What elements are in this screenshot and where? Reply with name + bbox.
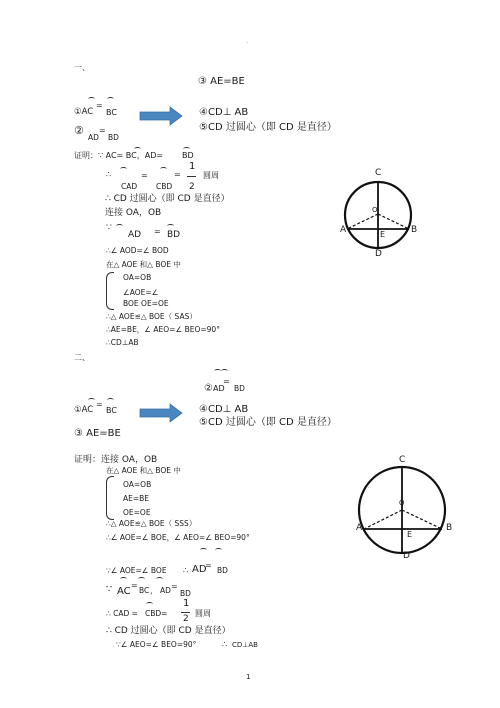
p1-proof-line8: 在△ AOE 和△ BOE 中 [106, 260, 181, 269]
arrow-right-icon [140, 107, 182, 125]
p1-proof-line2c: = [174, 170, 181, 179]
p2-cond1-a: ①AC [74, 405, 94, 415]
radius-ob [402, 510, 442, 529]
p2-proof-line9h: BD [180, 589, 191, 598]
p2-proof-line8b: ∴ [183, 566, 189, 575]
p1-proof-line2b: = [141, 171, 148, 180]
p1-proof-line5: 连接 OA，OB [105, 208, 162, 218]
arc-mark [107, 97, 114, 101]
arrow-right-icon [140, 404, 182, 422]
p1-proof-line1b: BD [182, 151, 194, 160]
arc-mark [107, 398, 114, 402]
p2-result-5: ⑤CD 过圆心（即 CD 是直径） [199, 417, 337, 428]
p2-proof-line10a: ∴ CAD = [106, 609, 138, 618]
p1-result-4: ④CD⊥ AB [199, 107, 249, 118]
arc-mark [88, 97, 95, 101]
p2-proof-line9d: BC [139, 586, 150, 595]
p1-proof-line6b: AD [128, 230, 142, 240]
fig2-label-c: C [399, 455, 406, 465]
p2-proof-line7: ∴∠ AOE=∠ BOE，∠ AEO=∠ BEO=90° [106, 533, 250, 542]
p2-top-eq: = [223, 377, 230, 386]
p1-cond2-a: ② [74, 124, 84, 137]
p1-proof-line10: ∠AOE=∠ [123, 288, 159, 297]
p1-proof-line6a: ∵ [106, 223, 112, 233]
p2-top-a: ② [204, 383, 213, 394]
arc-mark [215, 548, 222, 552]
fig1-label-a: A [340, 225, 347, 235]
fig2-label-d: D [403, 551, 410, 561]
p2-proof-line2: 在△ AOE 和△ BOE 中 [106, 466, 181, 475]
p1-cond1-eq: = [96, 101, 103, 110]
arc-mark [88, 398, 95, 402]
p2-proof-line8e: BD [217, 566, 228, 575]
fig2-label-a: A [356, 523, 363, 533]
fig2-label-b: B [446, 523, 453, 533]
arc-mark [120, 577, 127, 581]
arc-mark [160, 167, 167, 171]
p1-proof-angle-cad: CAD [121, 182, 138, 191]
p1-fraction-denominator: 2 [189, 182, 195, 192]
p2-top-c: BD [234, 384, 245, 393]
arc-mark [134, 147, 141, 151]
p1-proof-line11: BOE OE=OE [123, 299, 169, 308]
arc-mark [120, 167, 127, 171]
p1-proof-line7: ∴∠ AOD=∠ BOD [106, 246, 169, 255]
p2-top-b: AD [213, 384, 225, 393]
p1-top-condition: ③ AE=BE [198, 76, 245, 87]
p2-proof-line10b: CBD= [145, 609, 168, 618]
p2-fraction-denominator: 2 [183, 614, 189, 624]
fig2-label-e: E [407, 530, 413, 539]
p2-cond1-eq: = [96, 400, 103, 409]
p1-proof-line4: ∴ CD 过圆心（即 CD 是直径） [105, 194, 230, 204]
arc-mark [146, 602, 153, 606]
p1-proof-line13: ∴AE=BE，∠ AEO=∠ BEO=90° [106, 325, 220, 334]
circle-diagram-2 [352, 455, 452, 565]
radius-oa [347, 214, 378, 229]
p2-proof-line8a: ∵∠ AOE=∠ BOE [106, 566, 167, 575]
fig1-label-e: E [380, 230, 386, 239]
p2-proof-line9c: = [131, 581, 138, 590]
p1-proof-line1a: 证明：∵ AC= BC，AD= [74, 151, 164, 160]
p2-proof-line9f: AD [160, 586, 171, 595]
p1-proof-line2d: 圆周 [203, 171, 219, 180]
p2-proof-line12a: ∵∠ AEO=∠ BEO=90° [116, 640, 197, 649]
p2-proof-line12b: ∴ [222, 640, 228, 649]
p2-cond1-b: BC [106, 406, 117, 415]
arc-mark [214, 369, 221, 373]
section-number-2: 二、 [74, 353, 90, 362]
fig1-label-c: C [375, 168, 382, 178]
p1-cond2-b: AD [88, 133, 99, 142]
p2-proof-line4: AE=BE [123, 494, 150, 503]
fig1-label-b: B [411, 225, 418, 235]
p2-proof-line11: ∴ CD 过圆心（即 CD 是直径） [106, 626, 231, 636]
p1-proof-line6d: BD [167, 230, 181, 240]
p2-proof-line9b: AC [117, 586, 131, 597]
p2-proof-line9g: = [171, 582, 178, 591]
p1-proof-line2a: ∴ [106, 170, 112, 179]
arc-mark [138, 577, 145, 581]
p1-cond1-a: ①AC [74, 107, 94, 117]
section-number-1: 一、 [74, 63, 90, 72]
fig1-label-o: O [372, 206, 378, 214]
p2-proof-line12c: CD⊥AB [232, 641, 258, 649]
arc-mark [116, 224, 123, 228]
p2-proof-line5: OE=OE [123, 508, 151, 517]
p2-proof-line8c: AD [192, 564, 207, 575]
p1-fraction-numerator: 1 [189, 161, 196, 172]
p2-proof-line1: 证明：连接 OA，OB [74, 455, 158, 465]
p1-proof-line9: OA=OB [123, 273, 152, 282]
arc-mark [221, 369, 228, 373]
p2-fraction-numerator: 1 [183, 598, 190, 609]
p2-proof-line6: ∴△ AOE≌△ BOE（ SSS） [106, 519, 197, 528]
p2-proof-line10c: 圆周 [195, 609, 211, 618]
p1-proof-line14: ∴CD⊥AB [106, 338, 139, 347]
p2-proof-line9e: ， [150, 586, 158, 595]
p1-proof-angle-cbd: CBD [156, 182, 173, 191]
p2-cond3: ③ AE=BE [74, 428, 121, 439]
p2-proof-line8d: = [205, 561, 212, 570]
p1-cond1-b: BC [106, 108, 117, 117]
p1-cond2-eq: = [99, 126, 106, 135]
p1-proof-line12: ∴△ AOE≌△ BOE（ SAS） [106, 312, 197, 321]
brace [106, 272, 114, 310]
fraction-bar [181, 612, 190, 613]
p1-cond2-c: BD [108, 133, 119, 142]
arc-mark [200, 548, 207, 552]
arc-mark [167, 224, 174, 228]
radius-oa [364, 510, 402, 529]
p2-proof-line3: OA=OB [123, 480, 152, 489]
p1-result-5: ⑤CD 过圆心（即 CD 是直径） [199, 122, 337, 133]
fraction-bar [187, 176, 196, 177]
p2-proof-line9a: ∵ [106, 584, 113, 595]
fig1-label-d: D [375, 249, 382, 259]
fig2-label-o: O [399, 499, 405, 507]
p1-proof-line6c: = [154, 227, 161, 236]
radius-ob [378, 214, 409, 229]
p2-result-4: ④CD⊥ AB [199, 404, 249, 415]
arc-mark [156, 577, 163, 581]
header-dot: . [246, 37, 249, 45]
brace [106, 476, 114, 520]
page-number: 1 [246, 673, 251, 681]
